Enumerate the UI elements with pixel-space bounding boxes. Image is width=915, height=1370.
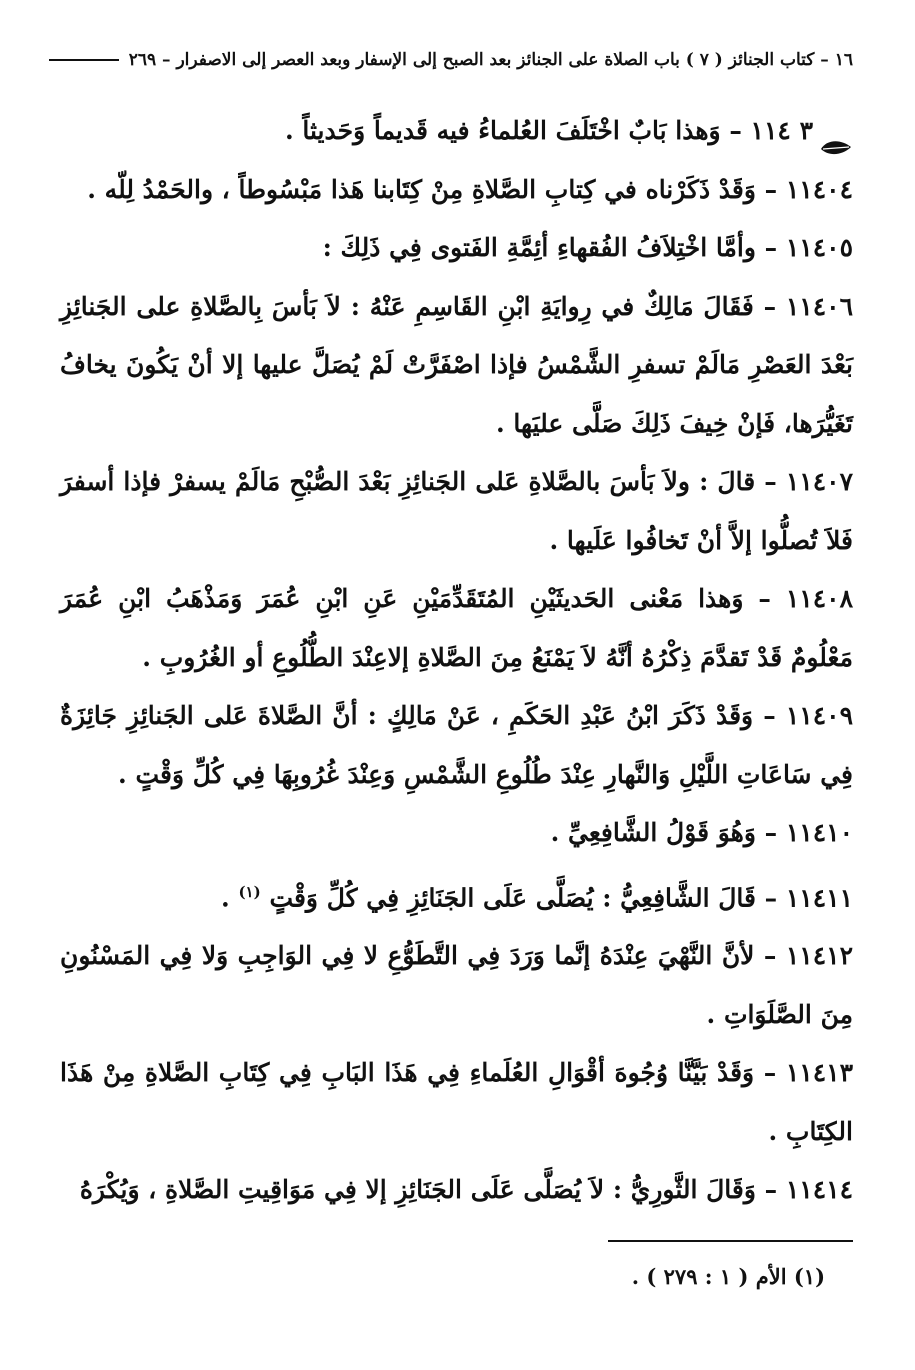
leaf-ornament-icon (819, 122, 853, 144)
paragraph-end: . (221, 882, 239, 912)
paragraph-text: ١١٤١٠ – وَهُوَ قَوْلُ الشَّافِعِيِّ . (550, 818, 853, 847)
paragraph-11411 (60, 863, 853, 928)
paragraph-11405 (60, 219, 853, 278)
paragraph-text: ١١٤١٣ – وَقَدْ بَيَّنَّا وُجُوهَ أقْوَالِ العُلَماءِ فِي هَذَا البَابِ فِي كِتَابِ الصَّلاةِ مِنْ هَذَا الكِتَابِ . (60, 1058, 853, 1146)
running-header-text: ١٦ – كتاب الجنائز ( ٧ ) باب الصلاة على الجنائز بعد الصبح إلى الإسفار وبعد العصر إلى الاصفرار – ٢٦٩ (128, 50, 853, 70)
paragraph-text: ١١٤ – وَهذا بَابٌ اخْتَلَفَ العُلماءُ فيه قَديماً وَحَديثاً . (284, 116, 791, 145)
paragraph-11407 (60, 453, 853, 570)
paragraph-text: ١١٤٠٥ – وأمَّا اخْتِلاَفُ الفُقهاءِ أئِمَّةِ الفَتوى فِي ذَلِكَ : (322, 233, 853, 262)
paragraph-11406 (60, 278, 853, 454)
paragraph-text: ١١٤١١ – قَالَ الشَّافِعِيُّ : يُصَلَّى عَلَى الجَنَائِزِ فِي كُلِّ وَقْتٍ (269, 882, 853, 912)
paragraph-11410 (60, 804, 853, 863)
paragraph-11412 (60, 927, 853, 1044)
header-rule (49, 59, 119, 61)
paragraph-114 (60, 102, 853, 161)
paragraph-text: ١١٤٠٩ – وَقَدْ ذَكَرَ ابْنُ عَبْدِ الحَكَمِ ، عَنْ مَالِكٍ : أنَّ الصَّلاةَ عَلى الجَنائِزِ جَائِزَةٌ فِي سَاعَاتِ اللَّيْلِ وَالنَّهارِ عِنْدَ طُلُوعِ الشَّمْسِ وَعِنْدَ غُرُوبِهَا فِي كُلِّ وَقْتٍ . (60, 701, 853, 789)
footnote-reference[interactable]: (١) (238, 882, 261, 901)
paragraph-text: ١١٤٠٧ – قالَ : ولاَ بَأسَ بالصَّلاةِ عَلى الجَنائِزِ بَعْدَ الصُّبْحِ مَالَمْ يسفرْ فإذا أسفرَ فَلاَ تُصلُّوا إلاَّ أنْ تَخافُوا عَلَيها . (60, 467, 853, 555)
paragraph-11414 (60, 1161, 853, 1220)
paragraph-11413 (60, 1044, 853, 1161)
paragraph-text: ١١٤١٤ – وَقَالَ الثَّورِيُّ : لاَ يُصَلَّى عَلَى الجَنَائِزِ إلا فِي مَوَاقِيتِ الصَّلاةِ ، وَيُكْرَهُ (79, 1175, 853, 1205)
main-text (60, 102, 853, 1220)
paragraph-11409 (60, 687, 853, 804)
paragraph-text: ١١٤٠٤ – وَقَدْ ذَكَرْناه في كِتابِ الصَّلاةِ مِنْ كِتَابنا هَذا مَبْسُوطاً ، والحَمْدُ لِلّه . (87, 174, 853, 204)
paragraph-11408 (60, 570, 853, 687)
paragraph-text: ١١٤١٢ – لأنَّ النَّهْيَ عِنْدَهُ إنَّما وَرَدَ فِي التَّطَوُّعِ لا فِي الوَاجِبِ وَلا فِي المَسْنُونِ مِنَ الصَّلَوَاتِ . (60, 941, 853, 1029)
paragraph-text: ١١٤٠٨ – وَهذا مَعْنى الحَديثَيْنِ المُتَقَدِّمَيْنِ عَنِ ابْنِ عُمَرَ وَمَذْهَبُ ابْنِ عُمَرَ مَعْلُومٌ قَدْ تَقدَّمَ ذِكْرُهُ أنَّهُ لاَ يَمْنَعُ مِنَ الصَّلاةِ إلاعِنْدَ الطُّلُوعِ أو الغُرُوبِ . (60, 584, 853, 672)
running-header (60, 48, 853, 72)
paragraph-11404 (60, 161, 853, 220)
footnote: (١) الأم ( ١ : ٢٧٩ ) . (631, 1264, 825, 1289)
footnote-rule (608, 1240, 853, 1242)
paragraph-text: ١١٤٠٦ – فَقَالَ مَالِكٌ في رِوايَةِ ابْنِ القَاسِمِ عَنْهُ : لاَ بَأسَ بِالصَّلاةِ على الجَنائِزِ بَعْدَ العَصْرِ مَالَمْ تسفرِ الشَّمْسُ فإذا اصْفَرَّتْ لَمْ يُصَلَّ عليها إلا أنْ يَكُونَ يخافُ تَغَيُّرَها، فَإنْ خِيفَ ذَلِكَ صَلَّى عليَها . (60, 291, 853, 438)
marker-number: ٣ (799, 116, 813, 145)
